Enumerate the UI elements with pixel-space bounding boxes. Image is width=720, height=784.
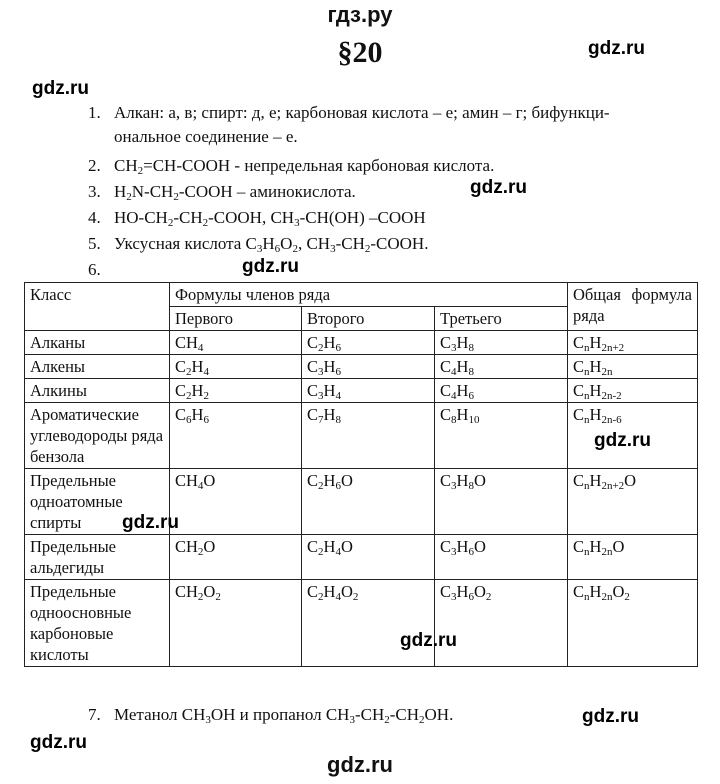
header-class: Класс bbox=[25, 283, 170, 331]
general-formula-cell: $C_nH_{2n}O_2$ bbox=[568, 580, 698, 667]
class-cell: Предельные одноатомные спирты bbox=[25, 469, 170, 535]
table-row bbox=[25, 331, 698, 355]
section-title: §20 bbox=[337, 36, 383, 69]
watermark-mid-1: gdz.ru bbox=[470, 177, 527, 198]
table-row bbox=[25, 379, 698, 403]
general-formula-cell: $C_nH_{2n+2}O$ bbox=[568, 469, 698, 535]
answer-number: 5. bbox=[88, 234, 101, 253]
answer-number: 6. bbox=[88, 260, 101, 279]
class-cell: Предельные одноосновные карбоновые кислоты bbox=[25, 580, 170, 667]
answer-text: ональное соединение – е. bbox=[114, 127, 298, 146]
watermark-bottom-right: gdz.ru bbox=[582, 706, 639, 727]
homologous-series-table bbox=[24, 282, 698, 667]
third-member-cell: $C_4H_8$ bbox=[435, 355, 568, 379]
table-header-row bbox=[25, 283, 698, 307]
third-member-cell: $C_3H_6O_2$ bbox=[435, 580, 568, 667]
answer-number: 3. bbox=[88, 182, 101, 201]
answer-text: $H_2N-CH_2$-COOH – аминокислота. bbox=[114, 182, 356, 203]
watermark-top-left: gdz.ru bbox=[32, 78, 89, 99]
first-member-cell: $CH_2O_2$ bbox=[170, 580, 302, 667]
header-first: Первого bbox=[170, 307, 302, 331]
third-member-cell: $C_4H_6$ bbox=[435, 379, 568, 403]
answer-7 bbox=[88, 704, 453, 726]
second-member-cell: $C_2H_6$ bbox=[302, 331, 435, 355]
class-cell: Ароматические углеводороды ряда бензола bbox=[25, 403, 170, 469]
watermark-bottom-left: gdz.ru bbox=[30, 732, 87, 753]
second-member-cell: $C_7H_8$ bbox=[302, 403, 435, 469]
third-member-cell: $C_3H_8$ bbox=[435, 331, 568, 355]
third-member-cell: $C_8H_{10}$ bbox=[435, 403, 568, 469]
second-member-cell: $C_2H_4O$ bbox=[302, 535, 435, 580]
third-member-cell: $C_3H_6O$ bbox=[435, 535, 568, 580]
watermark-table-left: gdz.ru bbox=[122, 512, 179, 533]
third-member-cell: $C_3H_8O$ bbox=[435, 469, 568, 535]
header-third: Третьего bbox=[435, 307, 568, 331]
answer-text: $CH_2=CH$-COOH - непредельная карбоновая кислота. bbox=[114, 156, 495, 177]
general-formula-cell: $C_nH_{2n}O$ bbox=[568, 535, 698, 580]
answer-text: Метанол $CH_3OH$ и пропанол $CH_3-CH_2-CH_2OH$. bbox=[114, 705, 454, 726]
answer-text: $HO-CH_2-CH_2$-COOH, $CH_3-CH(OH)$ –COOH bbox=[114, 208, 426, 229]
first-member-cell: $C_2H_4$ bbox=[170, 355, 302, 379]
answer-5 bbox=[88, 233, 428, 255]
first-member-cell: $CH_2O$ bbox=[170, 535, 302, 580]
answer-1-continued bbox=[114, 126, 298, 148]
answer-number: 1. bbox=[88, 103, 101, 122]
watermark-mid-2: gdz.ru bbox=[242, 256, 299, 277]
second-member-cell: $C_2H_6O$ bbox=[302, 469, 435, 535]
first-member-cell: $CH_4O$ bbox=[170, 469, 302, 535]
general-formula-cell: $C_nH_{2n-6}$ bbox=[568, 403, 698, 469]
second-member-cell: $C_3H_4$ bbox=[302, 379, 435, 403]
class-cell: Алкены bbox=[25, 355, 170, 379]
table-row bbox=[25, 355, 698, 379]
class-cell: Алкины bbox=[25, 379, 170, 403]
table-row bbox=[25, 580, 698, 667]
table-row bbox=[25, 535, 698, 580]
site-header: гдз.ру bbox=[327, 2, 393, 27]
answer-number: 7. bbox=[88, 705, 101, 724]
general-formula-cell: $C_nH_{2n+2}$ bbox=[568, 331, 698, 355]
answer-1 bbox=[88, 102, 610, 124]
watermark-table-right: gdz.ru bbox=[594, 430, 651, 451]
answer-3 bbox=[88, 181, 356, 203]
header-second: Второго bbox=[302, 307, 435, 331]
answer-text: Уксусная кислота $C_3H_6O_2$, $CH_3-CH_2$-COOH. bbox=[114, 234, 429, 255]
general-formula-cell: $C_nH_{2n-2}$ bbox=[568, 379, 698, 403]
first-member-cell: $CH_4$ bbox=[170, 331, 302, 355]
answer-4 bbox=[88, 207, 426, 229]
class-cell: Предельные альдегиды bbox=[25, 535, 170, 580]
watermark-footer: gdz.ru bbox=[327, 752, 393, 777]
first-member-cell: $C_2H_2$ bbox=[170, 379, 302, 403]
answer-number: 2. bbox=[88, 156, 101, 175]
first-member-cell: $C_6H_6$ bbox=[170, 403, 302, 469]
watermark-table-center: gdz.ru bbox=[400, 630, 457, 651]
general-formula-cell: $C_nH_{2n}$ bbox=[568, 355, 698, 379]
header-general: Общая формула ряда bbox=[568, 283, 698, 331]
answer-text: Алкан: а, в; спирт: д, е; карбоновая кислота – е; амин – г; бифункци- bbox=[114, 103, 610, 122]
second-member-cell: $C_2H_4O_2$ bbox=[302, 580, 435, 667]
answer-2 bbox=[88, 155, 494, 177]
header-formulas: Формулы членов ряда bbox=[170, 283, 568, 307]
class-cell: Алканы bbox=[25, 331, 170, 355]
answer-6 bbox=[88, 259, 114, 281]
answer-number: 4. bbox=[88, 208, 101, 227]
second-member-cell: $C_3H_6$ bbox=[302, 355, 435, 379]
watermark-top-right: gdz.ru bbox=[588, 38, 645, 59]
